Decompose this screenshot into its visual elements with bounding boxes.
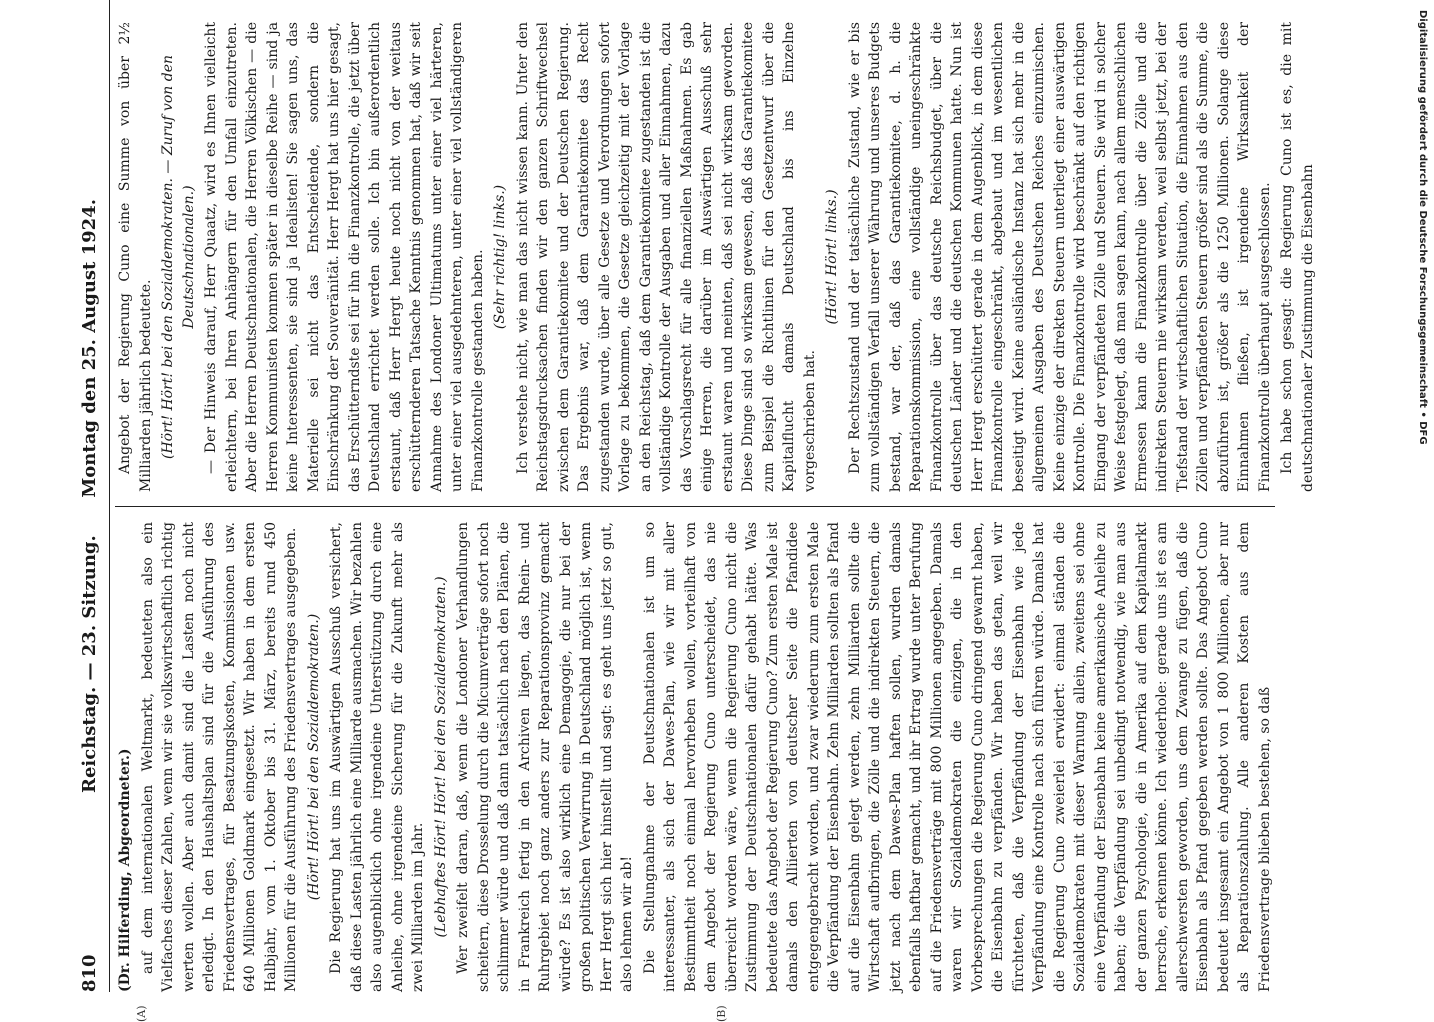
left-column [115,522,1285,992]
margin-marker-a: (A) [135,1005,148,1022]
dfg-side-note [1408,10,1432,990]
right-column [115,22,1316,492]
page-number: 810 [79,954,100,992]
header-title [79,0,100,992]
session-date: Montag den 25. August 1924. [79,198,100,498]
interjection: (Sehr richtig! links.) [492,184,508,330]
interjection: (Hört! Hört! bei den Sozialdemokraten. — Zuruf von den Deutschnationalen.) [160,54,197,460]
paragraph: Die Stellungnahme der Deutschnationalen ist um so interessanter, als sich der Dawes-Plan, wie wir mit aller Bestimmtheit noch einmal hervorheben wollen, vorteilhaft von dem Angebot der Regierung Cuno unterscheidet, das nie überreicht worden wäre, wenn die Regierung Cuno nicht die Zustimmung der Deutschnationalen dafür gehabt hätte. Was bedeutete das Angebot der Regierung Cuno? Zum ersten Male ist damals den Alliierten von deutscher Seite die Pfandidee entgegengebracht worden, und zwar wiederum zum ersten Male die Verpfändung der Eisenbahn. Zehn Milliarden sollten als Pfand auf die Eisenbahn gelegt werden, zehn Milliarden sollte die Wirtschaft aufbringen, die Zölle und die indirekten Steuern, die jetzt nach dem Dawes-Plan haften sollen, wurden damals ebenfalls haftbar gemacht, und ihr Ertrag wurde unter Berufung auf die Friedensverträge mit 800 Millionen angegeben. Damals waren wir Sozialdemokraten die einzigen, die in den Vorbesprechungen die Regierung Cuno dringend gewarnt haben, die Eisenbahn zu verpfänden. Wir haben das getan, weil wir fürchteten, daß die Verpfändung der Eisenbahn wie jede Verpfändung eine Kontrolle nach sich führen würde. Damals hat die Regierung Cuno zweierlei erwidert: einmal ständen die Sozialdemokraten mit dieser Warnung allein, zweitens sei ohne eine Verpfändung der Eisenbahn keine amerikanische Anleihe zu haben; die Verpfändung sei unbedingt notwendig, wie man aus der ganzen Psychologie, die in Amerika auf dem Kapitalmarkt herrsche, erkennen könne. Ich wiederhole: gerade uns ist es am allerschwersten geworden, uns dem Zwange zu fügen, daß die Eisenbahn als Pfand gegeben werden sollte. Das Angebot Cuno bedeutet insgesamt ein Angebot von 1 800 Millionen, aber nur als Reparationszahlung. Alle anderen Kosten aus dem Friedensvertrage blieben bestehen, so daß [641,522,1273,992]
margin-marker-b: (B) [715,1005,728,1022]
interjection: (Hört! Hört! bei den Sozialdemokraten.) [305,613,322,901]
paragraph: Wer zweifelt daran, daß, wenn die Londoner Verhandlungen scheitern, diese Drosselung durch die Micumverträge sofort noch schlimmer würde und daß dann tatsächlich nach den Plänen, die in Frankreich fertig in den Archiven liegen, das Rhein- und Ruhrgebiet noch ganz anders zur Reparationsprovinz gemacht würde? Es ist also wirklich eine Demagogie, die nur bei der großen politischen Verwirrung in Deutschland möglich ist, wenn Herr Hergt sich hier hinstellt und sagt: es geht uns jetzt so gut, also lehnen wir ab! [455,522,635,992]
paragraph: Angebot der Regierung Cuno eine Summe von über 2½ Milliarden jährlich bedeutete. [117,22,154,492]
interjection: (Lebhaftes Hört! Hört! bei den Sozialdemokraten.) [432,576,449,938]
interjection: (Hört! Hört! links.) [824,189,840,325]
speaker-name: (Dr. Hilferding, Abgeordneter.) [117,748,133,992]
dfg-credit-text: Digitalisierung gefördert durch die Deutsche Forschungsgemeinschaft • DFG [1417,10,1428,445]
paragraph: Ich habe schon gesagt: die Regierung Cuno ist es, die mit deutschnationaler Zustimmung die Eisenbahn [1279,22,1316,492]
paragraph: Der Rechtszustand und der tatsächliche Zustand, wie er bis zum vollständigen Verfall unserer Währung und unseres Budgets bestand, war der, daß das Garantiekomitee, d. h. die Reparationskommission, eine vollständige uneingeschränkte Finanzkontrolle über das deutsche Reichsbudget, über die deutschen Länder und die deutschen Kommunen hatte. Nun ist Herr Hergt erschüttert gerade in dem Augenblick, in dem diese Finanzkontrolle eingeschränkt, abgebaut und im wesentlichen beseitigt wird. Keine ausländische Instanz hat sich mehr in die allgemeinen Ausgaben des Deutschen Reiches einzumischen. Keine einzige der direkten Steuern unterliegt einer auswärtigen Kontrolle. Die Finanzkontrolle wird beschränkt auf den richtigen Eingang der verpfändeten Zölle und Steuern. Sie wird in solcher Weise festgelegt, daß man sagen kann, nach allem menschlichen Ermessen kann die Finanzkontrolle über die Zölle und die indirekten Steuern nie wirksam werden, weil selbst jetzt, bei der Tiefstand der wirtschaftlichen Situation, die Einnahmen aus den Zöllen und verpfändeten Steuern größer sind als die Summe, die abzuführen ist, größer als die 1250 Millionen. Solange diese Einnahmen fließen, ist irgendeine Wirksamkeit der Finanzkontrolle überhaupt ausgeschlossen. [846,22,1273,492]
column-divider [115,506,1275,507]
paragraph: — Der Hinweis darauf, Herr Quaatz, wird es Ihnen vielleicht erleichtern, bei Ihren Anhängern für den Umfall einzutreten. Aber die Herren Deutschnationalen, die Herren Völkischen — die Herren Kommunisten kommen später in dieselbe Reihe — sind ja keine Interessenten, sie sind ja Idealisten! Sie sagen uns, das Materielle sei nicht das Entscheidende, sondern die Einschränkung der Souveränität. Herr Hergt hat uns hier gesagt, das Erschütterndste sei für ihn die Finanzkontrolle, die jetzt über Deutschland errichtet werden solle. Ich bin außerordentlich erstaunt, daß Herr Hergt heute noch nicht von der weitaus erschütternderen Tatsache Kenntnis genommen hat, daß wir seit Annahme des Londoner Ultimatums unter einer viel härteren, unter einer viel ausgedehnteren, unter einer viel vollständigeren Finanzkontrolle gestanden haben. [203,22,486,492]
paragraph: Die Regierung hat uns im Auswärtigen Ausschuß versichert, daß diese Lasten jährlich eine Milliarde ausmachen. Wir bezahlen also augenblicklich ohne irgendeine Unterstützung durch eine Anleihe, ohne irgendeine Sicherung für die Zukunft mehr als zwei Milliarden im Jahr. [328,522,426,992]
rotated-content [75,0,1316,1022]
paragraph: Ich verstehe nicht, wie man das nicht wissen kann. Unter den Reichstagsdrucksachen finden wir den ganzen Schriftwechsel zwischen dem Garantiekomitee und der Deutschen Regierung. Das Ergebnis war, daß dem Garantiekomitee das Recht zugestanden wurde, über alle Gesetze und Verordnungen sofort Vorlage zu bekommen, die Gesetze gleichzeitig mit der Vorlage an den Reichstag, daß dem Garantiekomitee zugestanden ist die vollständige Kontrolle der Ausgaben und aller Einnahmen, dazu das Vorschlagsrecht für alle finanziellen Maßnahmen. Es gab einige Herren, die darüber im Auswärtigen Ausschuß sehr erstaunt waren und meinten, daß sei nicht wirksam geworden. Diese Dinge sind so wirksam gewesen, daß das Garantiekomitee zum Beispiel die Richtlinien für den Gesetzentwurf über die Kapitalflucht damals Deutschland bis ins Einzelne vorgeschrieben hat. [514,22,818,492]
paragraph: auf dem internationalen Weltmarkt, bedeuteten also ein Vielfaches dieser Zahlen, wenn wir sie volkswirtschaftlich richtig werten wollen. Aber auch damit sind die Lasten noch nicht erledigt. In den Haushaltsplan sind für die Ausführung des Friedensvertrages, für Besatzungskosten, Kommissionen usw. 640 Millionen Goldmark eingesetzt. Wir haben in dem ersten Halbjahr, vom 1. Oktober bis 31. März, bereits rund 450 Millionen für die Ausführung des Friedensvertrages ausgegeben. [139,522,299,992]
session-title: Reichstag. — 23. Sitzung. [79,535,100,794]
page-header [75,0,110,992]
